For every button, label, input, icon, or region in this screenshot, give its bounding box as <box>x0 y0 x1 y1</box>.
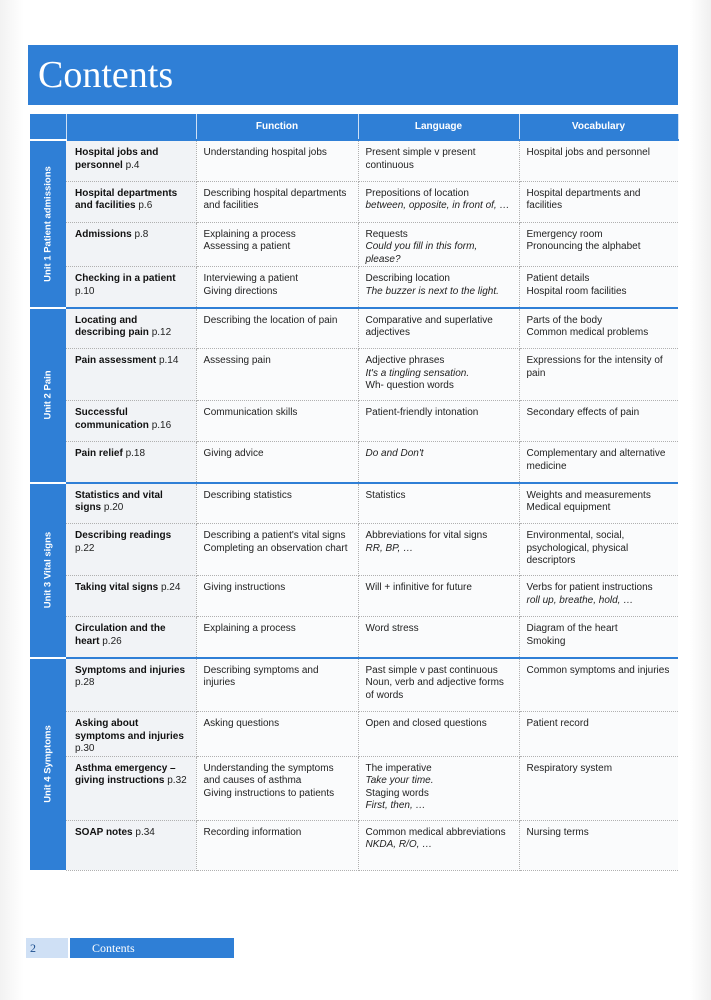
header-topic-blank <box>66 114 196 140</box>
unit-label: Unit 4 Symptoms <box>42 725 54 804</box>
function-cell <box>196 308 358 349</box>
function-line: Describing statistics <box>203 489 292 501</box>
table-row <box>30 401 678 442</box>
topic-name: Asking about symptoms and injuries <box>75 718 184 742</box>
vocabulary-line: Nursing terms <box>526 826 589 838</box>
topic-name: Locating and describing pain <box>75 314 149 338</box>
topic-name: Asthma emergency – giving instructions <box>75 762 176 786</box>
function-cell <box>196 401 358 442</box>
function-cell <box>196 712 358 757</box>
function-line: Recording information <box>203 826 302 838</box>
header-bar <box>28 45 678 105</box>
language-cell <box>358 820 519 870</box>
vocabulary-line: Expressions for the intensity of pain <box>526 355 663 379</box>
language-line: Adjective phrases <box>365 355 445 366</box>
function-line: Interviewing a patient <box>203 273 299 284</box>
table-row <box>30 442 678 483</box>
topic-cell <box>66 712 196 757</box>
topic-name: Hospital jobs and personnel <box>75 147 159 171</box>
topic-name: Hospital departments and facilities <box>75 187 178 211</box>
language-cell <box>358 576 519 617</box>
table-row <box>30 756 678 820</box>
function-cell <box>196 222 358 267</box>
table-row <box>30 349 678 401</box>
language-cell <box>358 401 519 442</box>
column-header-function: Function <box>196 114 358 140</box>
vocabulary-line: Patient details <box>526 273 590 284</box>
language-line: Wh- question words <box>365 380 454 391</box>
vocabulary-line: Hospital departments and facilities <box>526 187 641 211</box>
column-header-vocabulary: Vocabulary <box>519 114 678 140</box>
language-cell <box>358 308 519 349</box>
vocabulary-cell <box>519 442 678 483</box>
topic-name: Symptoms and injuries <box>75 664 186 676</box>
language-line: NKDA, R/O, … <box>365 839 433 850</box>
vocabulary-cell <box>519 712 678 757</box>
language-cell <box>358 483 519 524</box>
topic-cell <box>66 576 196 617</box>
language-line: Patient-friendly intonation <box>365 407 479 418</box>
language-cell <box>358 712 519 757</box>
function-line: Communication skills <box>203 407 298 418</box>
column-header-language: Language <box>358 114 519 140</box>
topic-name: Successful communication <box>75 407 149 431</box>
unit-label: Unit 1 Patient admissions <box>42 165 54 282</box>
table-row <box>30 712 678 757</box>
table-row <box>30 222 678 267</box>
topic-page: p.28 <box>75 677 95 688</box>
topic-page: p.30 <box>75 743 95 754</box>
function-line: Assessing a patient <box>203 241 291 252</box>
vocabulary-line: Diagram of the heart <box>526 623 618 634</box>
vocabulary-line: Complementary and alternative medicine <box>526 448 666 472</box>
contents-table <box>30 114 679 871</box>
vocabulary-line: Hospital jobs and personnel <box>526 147 650 158</box>
language-cell <box>358 442 519 483</box>
function-line: Giving directions <box>203 285 278 297</box>
function-cell <box>196 483 358 524</box>
language-line: RR, BP, … <box>365 542 414 554</box>
vocabulary-line: Environmental, social, psychological, physical descriptors <box>526 530 629 566</box>
topic-page: p.18 <box>125 448 146 459</box>
topic-name: Checking in a patient <box>75 273 176 284</box>
topic-name: Pain assessment <box>75 355 157 366</box>
topic-cell <box>66 222 196 267</box>
unit-label-cell <box>30 658 66 871</box>
function-cell <box>196 658 358 712</box>
topic-page: p.14 <box>158 355 179 366</box>
vocabulary-cell <box>519 617 678 658</box>
table-row <box>30 820 678 870</box>
language-line: Prepositions of location <box>365 187 469 199</box>
table-row <box>30 181 678 222</box>
language-cell <box>358 349 519 401</box>
vocabulary-line: Common medical problems <box>526 327 649 338</box>
language-line: Requests <box>365 228 408 240</box>
language-cell <box>358 617 519 658</box>
vocabulary-cell <box>519 483 678 524</box>
header-unit-blank <box>30 114 66 140</box>
topic-page: p.24 <box>160 582 181 593</box>
topic-page: p.12 <box>151 327 172 338</box>
vocabulary-line: Emergency room <box>526 228 603 240</box>
table-row <box>30 140 678 181</box>
vocabulary-cell <box>519 576 678 617</box>
vocabulary-cell <box>519 267 678 308</box>
unit-label-cell <box>30 140 66 308</box>
topic-cell <box>66 181 196 222</box>
function-cell <box>196 756 358 820</box>
language-cell <box>358 524 519 576</box>
topic-name: Pain relief <box>75 448 123 459</box>
function-cell <box>196 181 358 222</box>
language-line: Past simple v past continuous <box>365 664 498 676</box>
vocabulary-cell <box>519 658 678 712</box>
vocabulary-line: Weights and measurements <box>526 489 651 501</box>
function-line: Understanding the symptoms and causes of asthma <box>203 762 334 786</box>
language-line: Comparative and superlative adjectives <box>365 314 493 338</box>
topic-name: SOAP notes <box>75 826 133 838</box>
vocabulary-cell <box>519 756 678 820</box>
topic-page: p.10 <box>75 285 95 297</box>
function-line: Describing symptoms and injuries <box>203 664 319 688</box>
language-line: Staging words <box>365 787 429 799</box>
language-line: Statistics <box>365 489 406 501</box>
function-cell <box>196 524 358 576</box>
function-line: Describing the location of pain <box>203 314 338 326</box>
topic-page: p.8 <box>134 228 149 240</box>
table-header-row <box>30 114 678 140</box>
vocabulary-line: Hospital room facilities <box>526 285 627 297</box>
topic-cell <box>66 401 196 442</box>
function-line: Asking questions <box>203 718 280 729</box>
topic-cell <box>66 267 196 308</box>
topic-cell <box>66 524 196 576</box>
unit-label: Unit 3 Vital signs <box>42 531 54 609</box>
vocabulary-line: Parts of the body <box>526 314 603 326</box>
function-cell <box>196 617 358 658</box>
topic-page: p.26 <box>102 635 122 647</box>
topic-page: p.34 <box>135 826 155 838</box>
topic-cell <box>66 308 196 349</box>
topic-cell <box>66 349 196 401</box>
table-row <box>30 617 678 658</box>
vocabulary-line: Common symptoms and injuries <box>526 664 670 676</box>
topic-name: Statistics and vital signs <box>75 489 163 513</box>
unit-label-cell <box>30 308 66 483</box>
function-cell <box>196 820 358 870</box>
vocabulary-cell <box>519 222 678 267</box>
function-cell <box>196 267 358 308</box>
function-line: Giving instructions <box>203 582 286 593</box>
language-line: Could you fill in this form, please? <box>365 241 478 265</box>
function-line: Describing a patient's vital signs <box>203 530 346 541</box>
vocabulary-line: Verbs for patient instructions <box>526 582 653 593</box>
unit-label-cell <box>30 483 66 658</box>
vocabulary-cell <box>519 308 678 349</box>
topic-cell <box>66 617 196 658</box>
topic-cell <box>66 820 196 870</box>
language-cell <box>358 181 519 222</box>
language-line: Abbreviations for vital signs <box>365 530 488 541</box>
topic-cell <box>66 756 196 820</box>
topic-page: p.20 <box>103 502 124 513</box>
vocabulary-cell <box>519 524 678 576</box>
topic-name: Circulation and the heart <box>75 623 166 647</box>
vocabulary-cell <box>519 349 678 401</box>
vocabulary-line: Pronouncing the alphabet <box>526 241 641 252</box>
vocabulary-cell <box>519 140 678 181</box>
vocabulary-line: roll up, breathe, hold, … <box>526 594 634 606</box>
topic-page: p.32 <box>167 775 187 786</box>
topic-page: p.22 <box>75 542 95 554</box>
language-line: Will + infinitive for future <box>365 582 472 593</box>
table-row <box>30 576 678 617</box>
footer-page-number: 2 <box>26 938 68 958</box>
vocabulary-line: Smoking <box>526 635 566 647</box>
language-line: The imperative <box>365 762 432 774</box>
function-line: Giving advice <box>203 448 264 459</box>
language-cell <box>358 756 519 820</box>
function-line: Explaining a process <box>203 228 296 240</box>
language-line: Word stress <box>365 623 419 634</box>
topic-name: Admissions <box>75 228 132 240</box>
language-line: between, opposite, in front of, … <box>365 200 510 211</box>
table-row <box>30 267 678 308</box>
topic-page: p.6 <box>138 200 153 211</box>
topic-name: Describing readings <box>75 530 172 541</box>
vocabulary-line: Medical equipment <box>526 502 611 513</box>
language-line: Noun, verb and adjective forms of words <box>365 677 504 701</box>
topic-cell <box>66 658 196 712</box>
contents-body <box>30 140 678 870</box>
function-line: Describing hospital departments and facilities <box>203 187 347 211</box>
table-row <box>30 483 678 524</box>
function-line: Completing an observation chart <box>203 542 348 554</box>
language-line: Open and closed questions <box>365 718 487 729</box>
topic-page: p.16 <box>151 419 172 431</box>
vocabulary-line: Secondary effects of pain <box>526 407 640 418</box>
vocabulary-cell <box>519 181 678 222</box>
language-line: The buzzer is next to the light. <box>365 285 499 297</box>
language-line: Present simple v present continuous <box>365 147 476 171</box>
vocabulary-line: Respiratory system <box>526 762 613 774</box>
function-line: Explaining a process <box>203 623 296 634</box>
function-cell <box>196 576 358 617</box>
function-cell <box>196 442 358 483</box>
topic-cell <box>66 140 196 181</box>
function-line: Assessing pain <box>203 355 271 366</box>
table-row <box>30 658 678 712</box>
function-cell <box>196 349 358 401</box>
language-cell <box>358 658 519 712</box>
language-line: Take your time. <box>365 775 434 786</box>
topic-cell <box>66 442 196 483</box>
unit-label: Unit 2 Pain <box>42 370 54 420</box>
topic-page: p.4 <box>125 159 140 171</box>
function-line: Understanding hospital jobs <box>203 147 327 158</box>
vocabulary-line: Patient record <box>526 718 589 729</box>
vocabulary-cell <box>519 820 678 870</box>
topic-cell <box>66 483 196 524</box>
language-line: Do and Don't <box>365 448 424 459</box>
footer-label: Contents <box>70 938 234 958</box>
language-line: Describing location <box>365 273 450 284</box>
table-row <box>30 308 678 349</box>
vocabulary-cell <box>519 401 678 442</box>
language-cell <box>358 267 519 308</box>
language-line: First, then, … <box>365 800 426 811</box>
language-line: Common medical abbreviations <box>365 826 506 838</box>
language-line: It's a tingling sensation. <box>365 367 470 379</box>
function-line: Giving instructions to patients <box>203 787 335 799</box>
table-row <box>30 524 678 576</box>
topic-name: Taking vital signs <box>75 582 159 593</box>
language-cell <box>358 222 519 267</box>
page-title: Contents <box>38 54 174 96</box>
function-cell <box>196 140 358 181</box>
language-cell <box>358 140 519 181</box>
